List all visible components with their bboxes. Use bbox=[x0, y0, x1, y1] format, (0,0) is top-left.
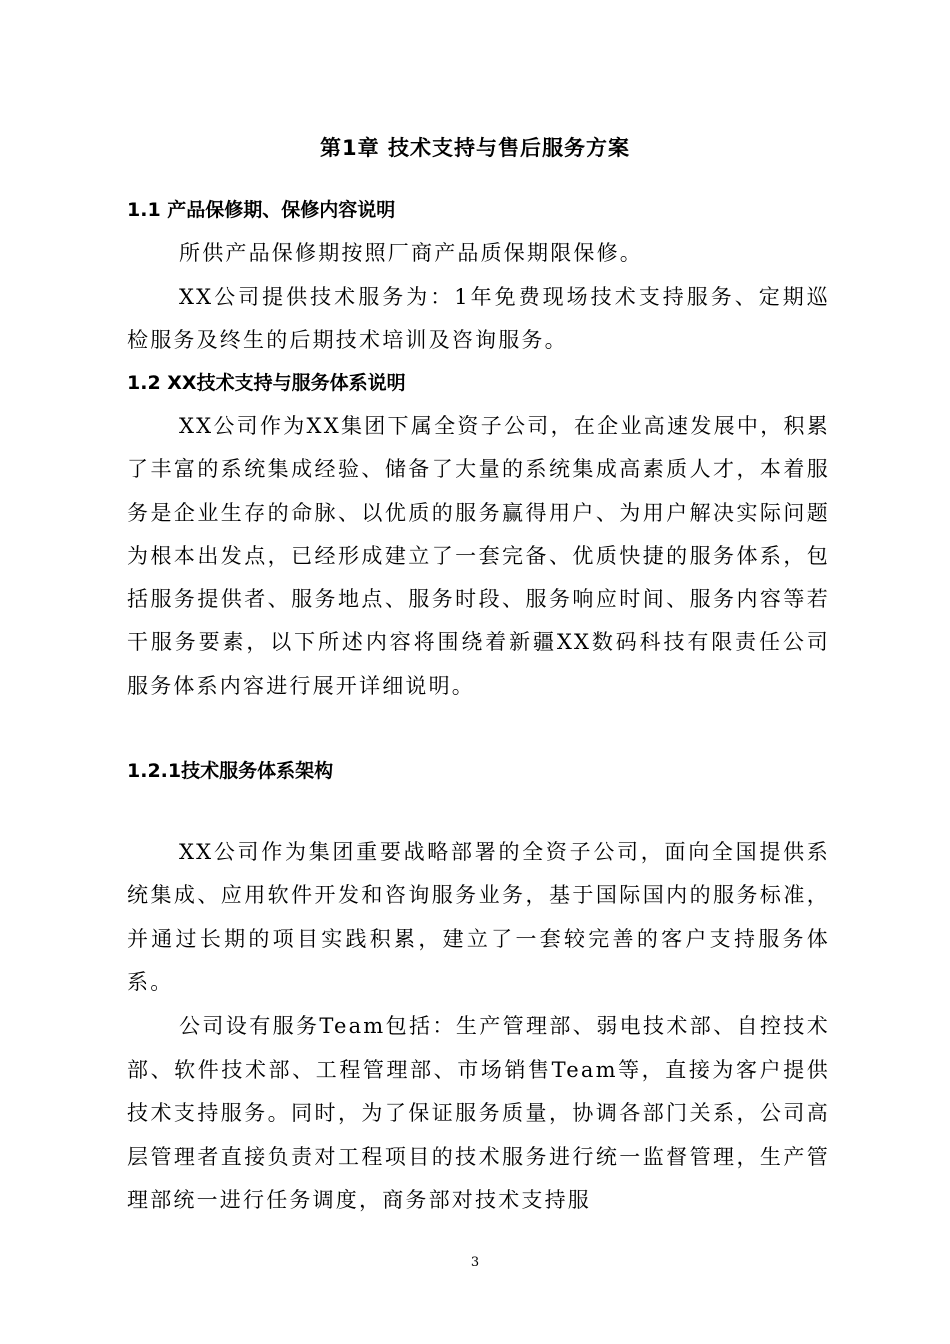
paragraph-technical-services: XX公司提供技术服务为：1年免费现场技术支持服务、定期巡检服务及终生的后期技术培训及咨询服务。 bbox=[127, 285, 830, 353]
page-number: 3 bbox=[470, 1255, 480, 1270]
paragraph-service-architecture: XX公司作为集团重要战略部署的全资子公司，面向全国提供系统集成、应用软件开发和咨询服务业务，基于国际国内的服务标准，并通过长期的项目实践积累，建立了一套较完善的客户支持服务体系。 bbox=[127, 840, 830, 994]
chapter-title: 第1章 技术支持与售后服务方案 bbox=[320, 136, 630, 160]
section-heading-1-1: 1.1 产品保修期、保修内容说明 bbox=[127, 199, 396, 221]
section-heading-1-2-1: 1.2.1技术服务体系架构 bbox=[127, 760, 334, 782]
paragraph-warranty-period: 所供产品保修期按照厂商产品质保期限保修。 bbox=[179, 241, 643, 265]
paragraph-service-system: XX公司作为XX集团下属全资子公司，在企业高速发展中，积累了丰富的系统集成经验、储备了大量的系统集成高素质人才，本着服务是企业生存的命脉、以优质的服务赢得用户、为用户解决实际问题为根本出发点，已经形成建立了一套完备、优质快捷的服务体系，包括服务提供者、服务地点、服务时段、服务响应时间、服务内容等若干服务要素，以下所述内容将围绕着新疆XX数码科技有限责任公司服务体系内容进行展开详细说明。 bbox=[127, 414, 830, 698]
section-heading-1-2: 1.2 XX技术支持与服务体系说明 bbox=[127, 372, 406, 394]
paragraph-service-teams: 公司设有服务Team包括：生产管理部、弱电技术部、自控技术部、软件技术部、工程管理部、市场销售Team等，直接为客户提供技术支持服务。同时，为了保证服务质量，协调各部门关系，公司高层管理者直接负责对工程项目的技术服务进行统一监督管理，生产管理部统一进行任务调度，商务部对技术支持服 bbox=[127, 1014, 830, 1213]
